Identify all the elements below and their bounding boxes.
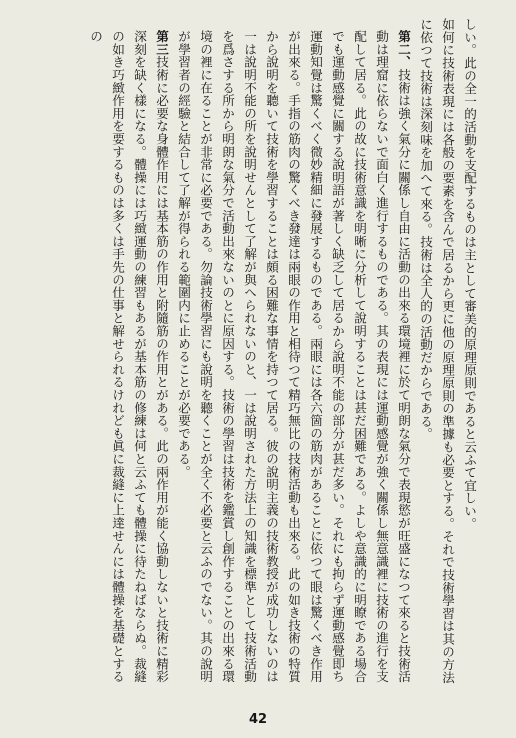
paragraph-1: [458, 18, 480, 684]
section-heading-second: 第二、: [396, 30, 411, 69]
paragraph-text: 技術に必要な身體作用には基本筋の作用と附隨筋の作用とがある。此の兩作用が能く協動しないと技術に精彩深刻を缺く樣になる。體操には巧緻運動の練習もあるが基本筋の修練は何と云ふても體操に待たねばならぬ。裁縫の如き巧緻作用を要するものは多くは手先の仕事と解せられるけれども眞に裁縫に上達せんには體操を基礎とするの: [88, 30, 169, 683]
paragraph-2: [414, 18, 458, 684]
section-heading-third: 第三: [154, 30, 169, 56]
page-number: 42: [248, 712, 268, 727]
paragraph-text: 如何に技術表現には各般の要素を含んで居るから更に他の原理原則の準據も必要とする。それで技術學習は其の方法に依つて技術は深刻味を加へて來る。技術は全人的の活動だからである。: [418, 18, 455, 684]
paragraph-text: 技術は強く氣分に關係し自由に活動の出來る環境裡に於て明朗な氣分で表現慾が旺盛になつて來ると技術活動は理窟に依らないで面白く進行するものである。其の表現には運動感覺が強く關係し無意識裡に技術の進行を支配して居る。此の故に技術意識を明晰に分析して說明することは甚だ困難である。よしや意識的に明瞭である場合でも運動感覺に關する說明語が著しく缺乏して居るから說明不能の部分が甚だ多い。それにも拘らず運動感覺即ち運動知覺は驚くべく微妙精細に發展するものである。兩眼には各六箇の筋肉があることに依つて眼は驚くべき作用が出來る。手指の筋肉の驚くべき發達は兩眼の作用と相待つて精巧無比の技術活動も出來る。此の如き技術の特質から說明を聽いて技術を學習することは頗る困難な事情を持つて居る。彼の說明主義の技術教授が成功しないのは一は說明不能の所を說明せんとして了解が與へられないのと、一は說明された方法上の知識を標準として技術活動を爲さする所から明朗な氣分で活動出來ないのとに原因する。技術の學習は技術を鑑賞し創作することの出來る環境の裡に在ることが非常に必要である。勿論技術學習にも說明を聽くことが全く不必要と云ふのでない。其の說明が學習者の經驗と結合して了解が得られる範圍内に止めることが必要である。: [176, 30, 411, 683]
paragraph-4: [84, 18, 172, 684]
paragraph-3: [172, 18, 414, 684]
paragraph-text: しい。此の全一的活動を支配するものは主として審美的原理原則であると云ふて宜しい。: [462, 18, 477, 530]
vertical-text-body: [62, 18, 480, 684]
